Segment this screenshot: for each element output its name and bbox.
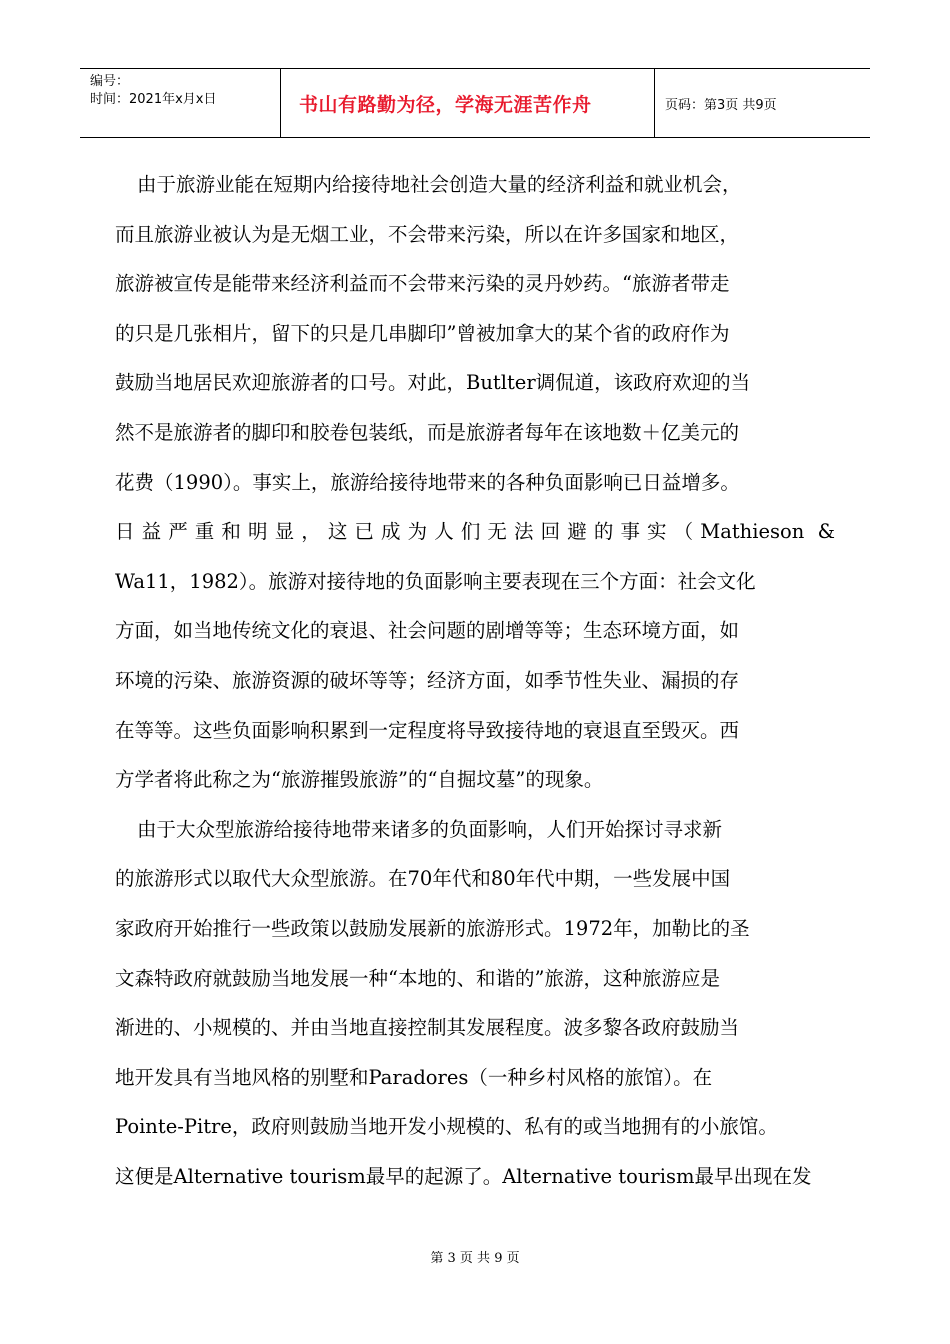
date-label: 时间：2021年x月x日 <box>90 92 217 107</box>
paragraph-line: 由于大众型旅游给接待地带来诸多的负面影响，人们开始探讨寻求新 <box>137 817 723 841</box>
paragraph-line: 环境的污染、旅游资源的破坏等等；经济方面，如季节性失业、漏损的存 <box>115 668 740 692</box>
header-page-info: 页码：第3页 共9页 <box>665 97 777 113</box>
paragraph-line: 文森特政府就鼓励当地发展一种“本地的、和谐的”旅游，这种旅游应是 <box>115 966 720 990</box>
paragraph-line: 然不是旅游者的脚印和胶卷包装纸，而是旅游者每年在该地数＋亿美元的 <box>115 420 740 444</box>
paragraph-line: 由于旅游业能在短期内给接待地社会创造大量的经济利益和就业机会， <box>137 173 742 196</box>
paragraph-line: 花费（1990）。事实上，旅游给接待地带来的各种负面影响已日益增多。 <box>115 470 740 494</box>
document-body <box>115 160 835 1201</box>
paragraph-line: 地开发具有当地风格的别墅和Paradores（一种乡村风格的旅馆）。在 <box>115 1065 713 1089</box>
paragraph-line: 的旅游形式以取代大众型旅游。在70年代和80年代中期，一些发展中国 <box>115 867 731 891</box>
paragraph-line: 渐进的、小规模的、并由当地直接控制其发展程度。波多黎各政府鼓励当 <box>115 1016 740 1040</box>
paragraph-line: 方面，如当地传统文化的衰退、社会问题的剧增等等；生态环境方面，如 <box>115 619 740 643</box>
page-footer: 第 3 页 共 9 页 <box>430 1251 520 1266</box>
paragraph-line: 日益严重和明显，这已成为人们无法回避的事实（Mathieson & <box>115 520 835 544</box>
paragraph-line: 鼓励当地居民欢迎旅游者的口号。对此，Butlter调侃道，该政府欢迎的当 <box>115 371 751 395</box>
paragraph-line: Pointe-Pitre，政府则鼓励当地开发小规模的、私有的或当地拥有的小旅馆。 <box>115 1115 778 1139</box>
document-header <box>80 68 870 138</box>
paragraph-line: 而且旅游业被认为是无烟工业，不会带来污染，所以在许多国家和地区， <box>115 222 740 246</box>
paragraph-line: 方学者将此称之为“旅游摧毁旅游”的“自掘坟墓”的现象。 <box>115 768 604 792</box>
paragraph <box>115 160 835 805</box>
paragraph <box>115 805 835 1202</box>
paragraph-line: Wa11，1982）。旅游对接待地的负面影响主要表现在三个方面：社会文化 <box>115 569 756 593</box>
paragraph-line: 家政府开始推行一些政策以鼓励发展新的旅游形式。1972年，加勒比的圣 <box>115 916 750 940</box>
header-meta <box>80 69 281 137</box>
header-motto: 书山有路勤为径，学海无涯苦作舟 <box>281 69 655 137</box>
paragraph-line: 这便是Alternative tourism最早的起源了。Alternative tourism最早出现在发 <box>115 1164 812 1188</box>
number-label: 编号： <box>90 74 130 89</box>
paragraph-line: 的只是几张相片，留下的只是几串脚印”曾被加拿大的某个省的政府作为 <box>115 321 730 345</box>
paragraph-line: 旅游被宣传是能带来经济利益而不会带来污染的灵丹妙药。“旅游者带走 <box>115 272 730 296</box>
paragraph-line: 在等等。这些负面影响积累到一定程度将导致接待地的衰退直至毁灭。西 <box>115 718 740 742</box>
